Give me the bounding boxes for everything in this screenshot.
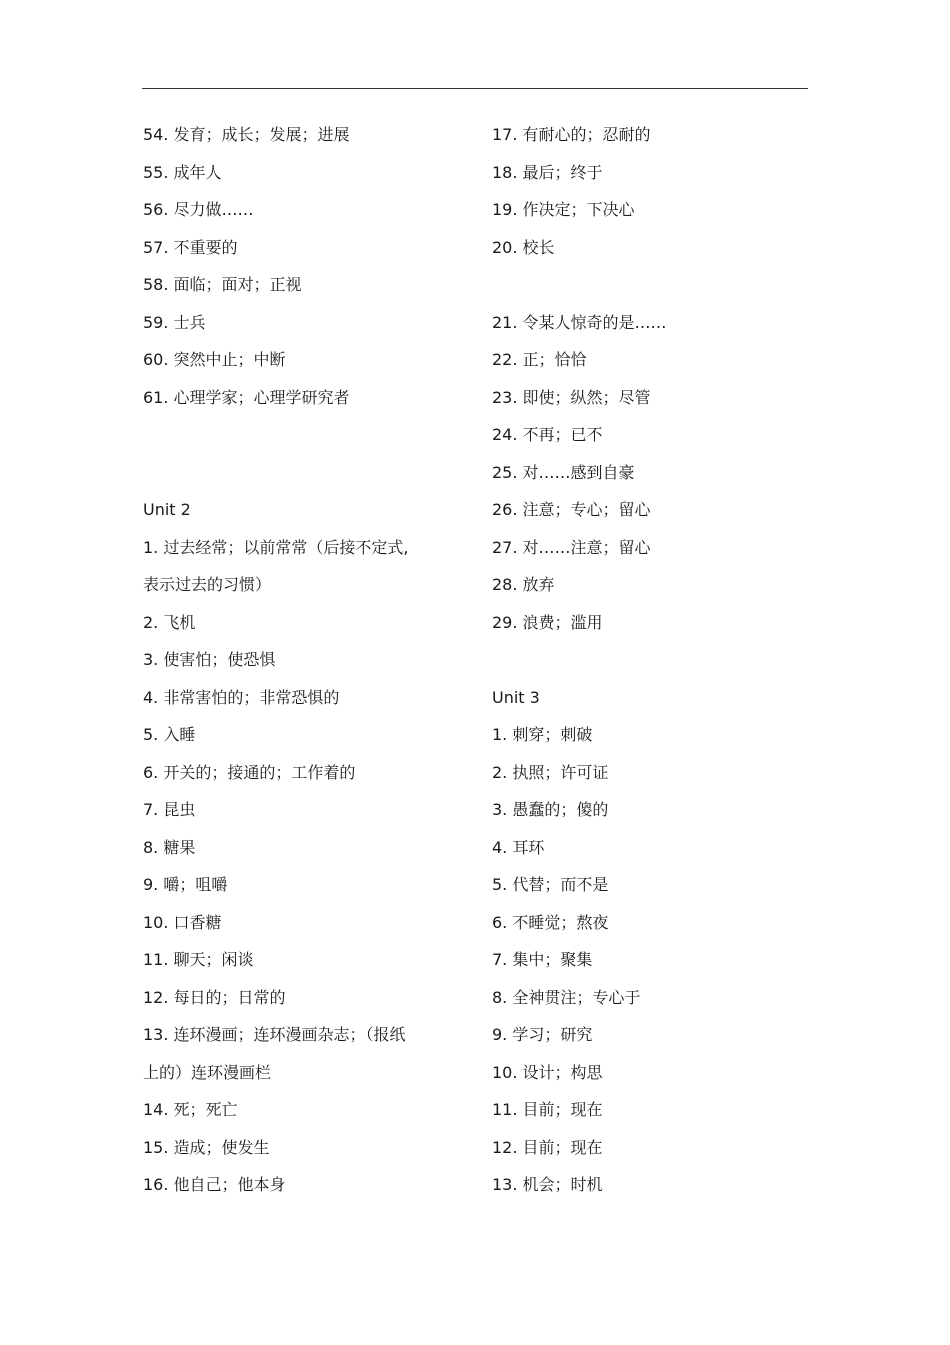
vocab-item: 11. 聊天；闲谈: [143, 950, 254, 969]
vocab-item: 15. 造成；使发生: [143, 1137, 270, 1157]
vocab-item: 54. 发育；成长；发展；进展: [143, 125, 350, 144]
vocab-item: 13. 连环漫画；连环漫画杂志；（报纸: [143, 1025, 406, 1044]
vocab-item: 59. 士兵: [143, 312, 206, 332]
unit-heading: Unit 3: [492, 687, 540, 707]
right-column: [492, 116, 812, 1204]
vocab-item: 55. 成年人: [143, 162, 222, 182]
vocab-item: 21. 令某人惊奇的是……: [492, 312, 667, 332]
vocab-item: 22. 正；恰恰: [492, 350, 587, 369]
vocab-item: 3. 使害怕；使恐惧: [143, 650, 276, 669]
vocab-item: 10. 口香糖: [143, 912, 222, 932]
vocab-item: 19. 作决定；下决心: [492, 200, 635, 219]
vocab-item: 29. 浪费；滥用: [492, 612, 603, 632]
vocab-item: 2. 执照；许可证: [492, 762, 609, 782]
vocab-item: 8. 糖果: [143, 837, 196, 857]
vocab-item: 20. 校长: [492, 237, 555, 257]
vocab-item: 23. 即使；纵然；尽管: [492, 387, 651, 407]
vocab-item: 14. 死；死亡: [143, 1100, 238, 1119]
blank-line: [492, 266, 812, 304]
vocab-item: 1. 刺穿；刺破: [492, 725, 593, 744]
vocab-item: 56. 尽力做……: [143, 200, 254, 219]
vocab-item: 24. 不再；已不: [492, 425, 603, 444]
vocab-item: 12. 每日的；日常的: [143, 987, 286, 1007]
vocab-item: 上的）连环漫画栏: [143, 1062, 272, 1082]
vocab-item: 27. 对……注意；留心: [492, 537, 651, 557]
unit-heading: Unit 2: [143, 500, 191, 519]
vocab-item: 18. 最后；终于: [492, 162, 603, 182]
vocab-item: 6. 不睡觉；熬夜: [492, 912, 609, 932]
vocab-item: 12. 目前；现在: [492, 1137, 603, 1157]
vocab-item: 28. 放弃: [492, 575, 555, 594]
vocab-item: 3. 愚蠢的；傻的: [492, 800, 609, 819]
blank-line: [143, 416, 463, 454]
vocab-item: 25. 对……感到自豪: [492, 462, 635, 482]
vocab-item: 10. 设计；构思: [492, 1062, 603, 1082]
blank-line: [492, 641, 812, 679]
vocab-item: 5. 代替；而不是: [492, 875, 609, 894]
vocab-item: 17. 有耐心的；忍耐的: [492, 125, 651, 144]
vocab-item: 61. 心理学家；心理学研究者: [143, 387, 350, 407]
vocab-item: 4. 耳环: [492, 837, 545, 857]
vocab-item: 1. 过去经常；以前常常（后接不定式,: [143, 537, 409, 557]
vocab-item: 26. 注意；专心；留心: [492, 500, 651, 519]
left-column: [143, 116, 463, 1204]
vocab-item: 6. 开关的；接通的；工作着的: [143, 762, 356, 782]
vocab-item: 9. 学习；研究: [492, 1025, 593, 1044]
vocab-item: 9. 嚼；咀嚼: [143, 875, 228, 894]
vocab-item: 11. 目前；现在: [492, 1100, 603, 1119]
vocab-item: 2. 飞机: [143, 612, 196, 632]
vocab-item: 4. 非常害怕的；非常恐惧的: [143, 687, 340, 707]
vocab-item: 57. 不重要的: [143, 237, 238, 257]
vocab-item: 表示过去的习惯）: [143, 575, 272, 594]
vocab-item: 7. 集中；聚集: [492, 950, 593, 969]
vocab-item: 13. 机会；时机: [492, 1175, 603, 1194]
vocab-item: 5. 入睡: [143, 725, 196, 744]
vocab-item: 58. 面临；面对；正视: [143, 275, 302, 294]
vocab-item: 7. 昆虫: [143, 800, 196, 819]
blank-line: [143, 454, 463, 492]
vocab-item: 60. 突然中止；中断: [143, 350, 286, 369]
header-rule: [142, 88, 808, 89]
vocab-item: 16. 他自己；他本身: [143, 1175, 286, 1194]
vocab-item: 8. 全神贯注；专心于: [492, 987, 641, 1007]
